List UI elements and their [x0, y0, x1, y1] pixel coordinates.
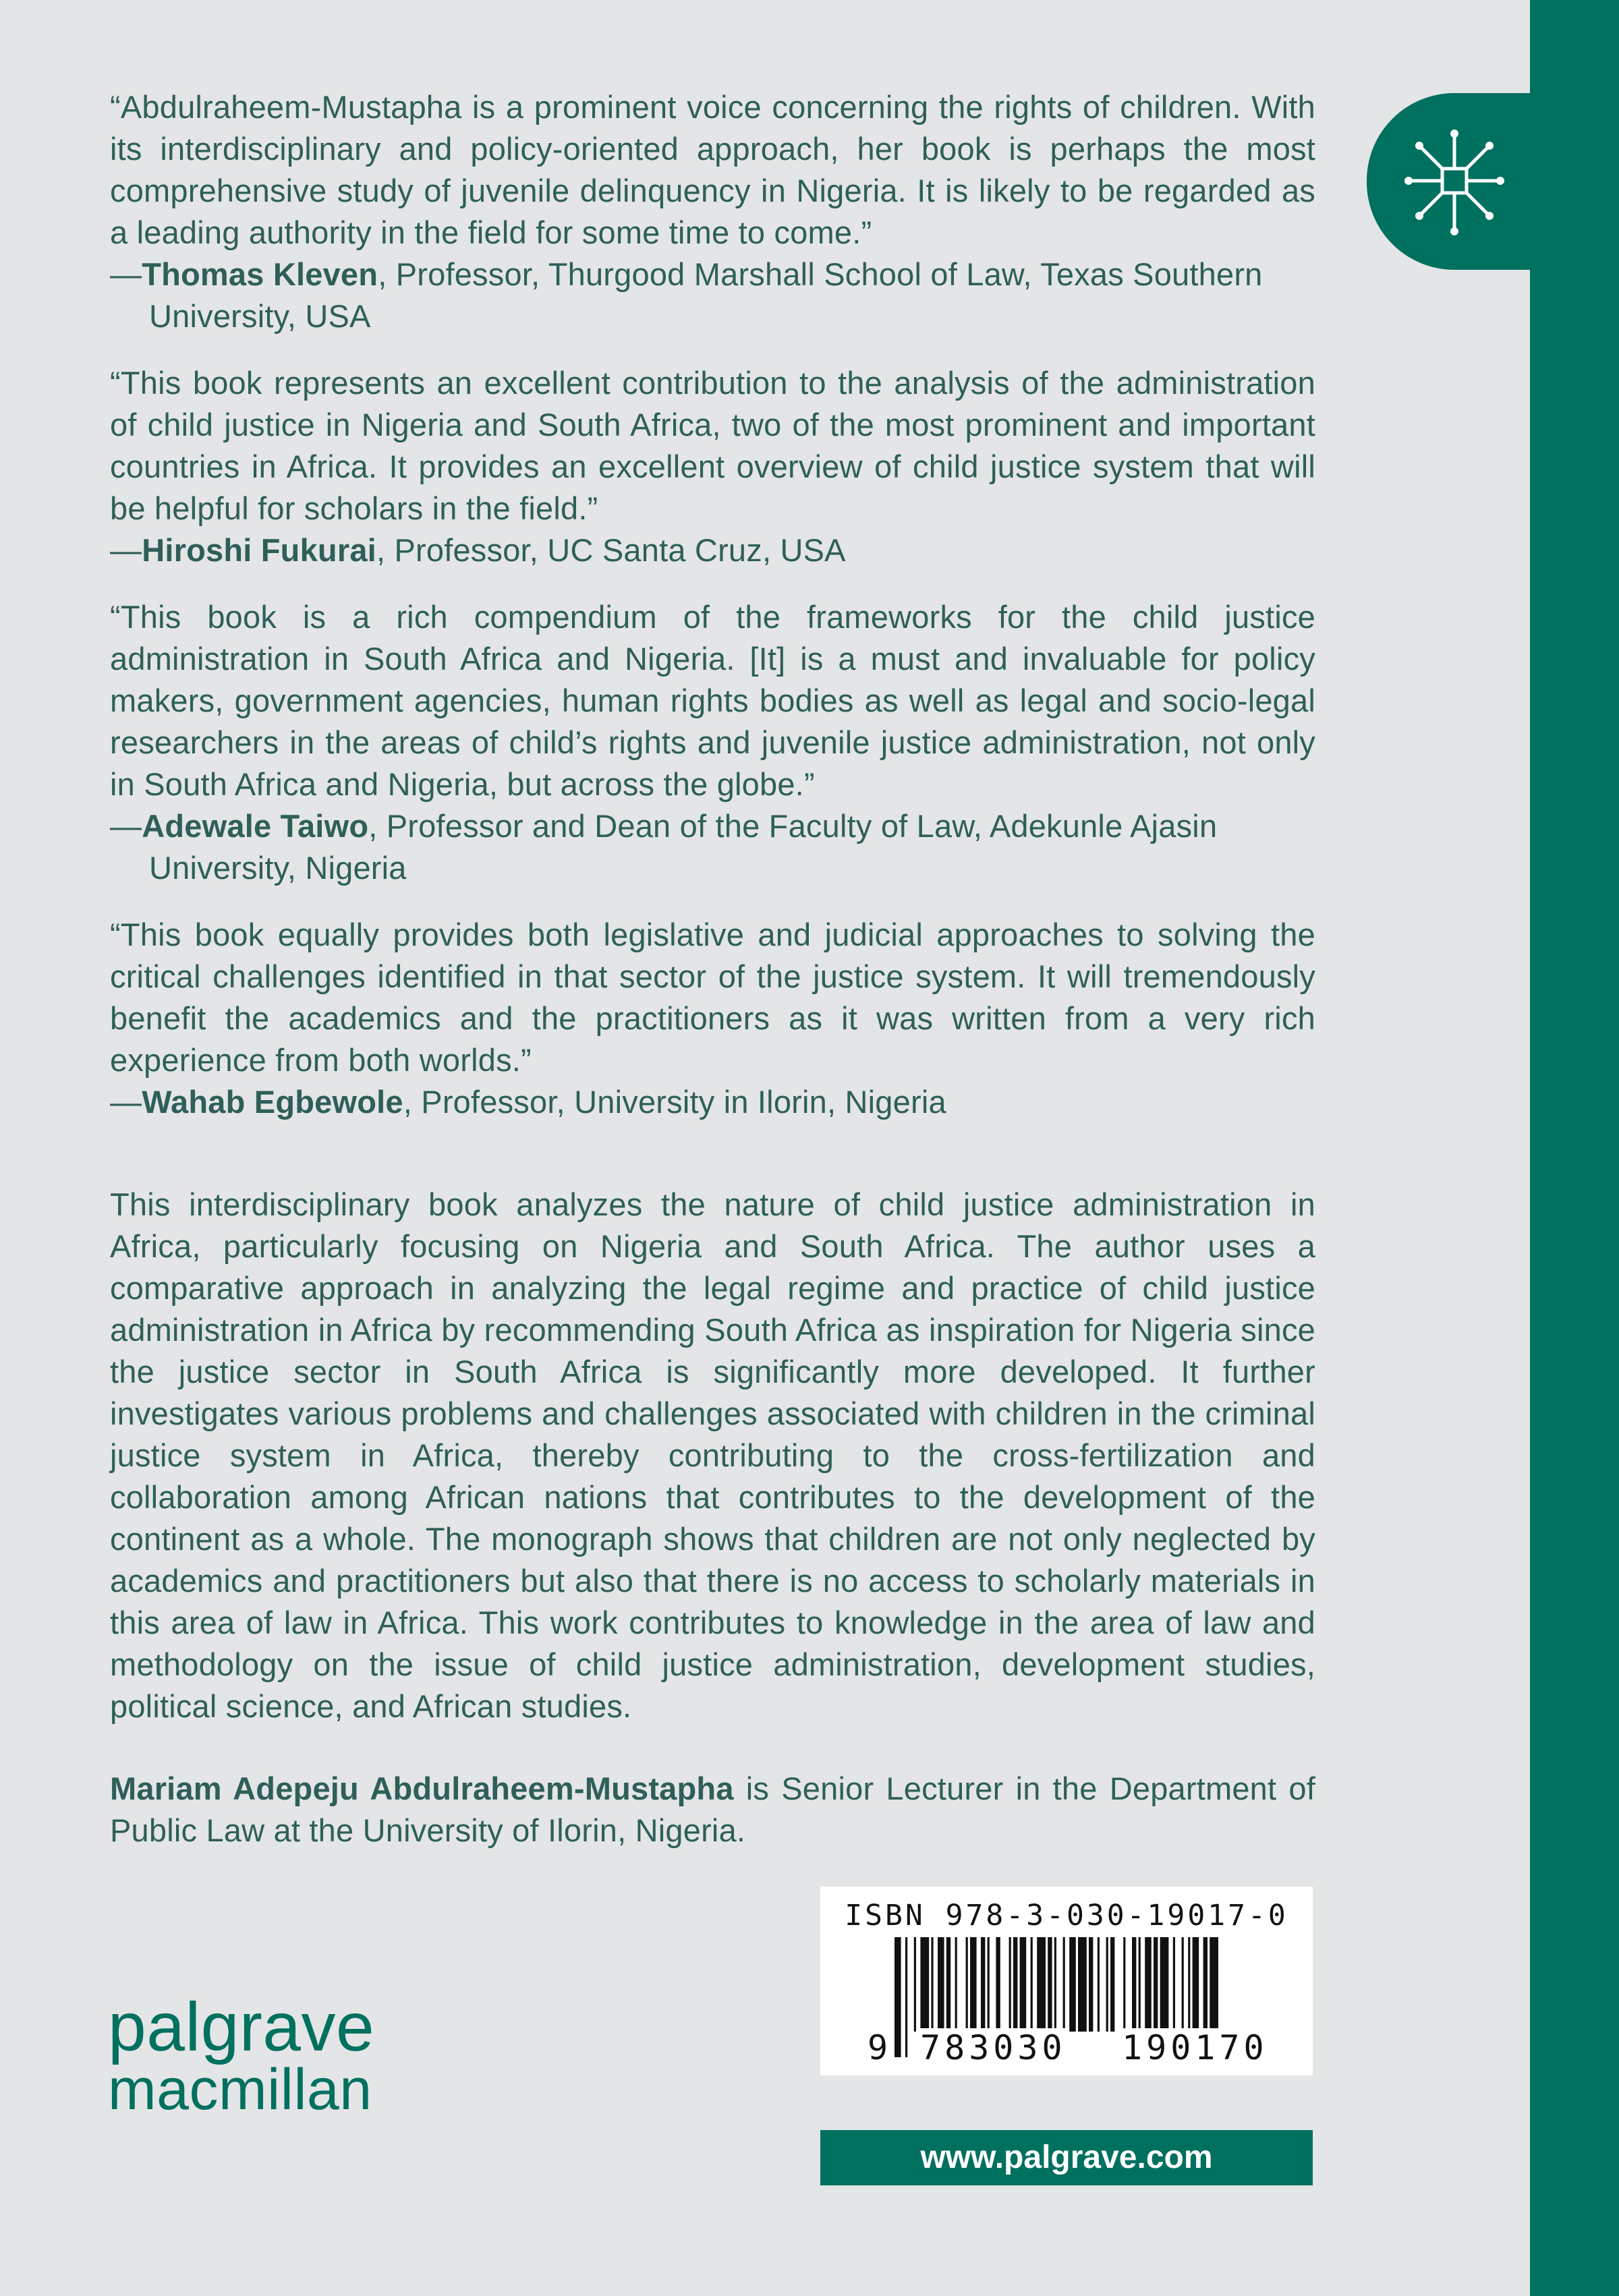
barcode-bar: [1182, 1937, 1184, 2032]
isbn-barcode: [820, 1887, 1313, 2075]
barcode-bar: [1193, 1937, 1199, 2032]
barcode-bar: [1089, 1937, 1093, 2032]
endorsement-quote: “This book represents an excellent contribution to the analysis of the administration of child justice in Nigeria and South Africa, two of the most prominent and important countries in Africa. It provides an excellent overview of child justice system that will be helpful for scholars in the field.”: [110, 365, 1315, 526]
barcode-bar: [894, 1937, 901, 2057]
endorser-name: Wahab Egbewole: [142, 1084, 403, 1120]
barcode-bar: [1110, 1937, 1114, 2032]
barcode-bar: [938, 1937, 944, 2032]
book-description: This interdisciplinary book analyzes the nature of child justice administration in Africa, particularly focusing on Nigeria and South Africa. The author uses a comparative approach in analyzing the legal regime and practice of child justice administration in Africa by recommending South Africa as inspiration for Nigeria since the justice sector in South Africa is significantly more developed. It further investigates various problems and challenges associated with children in the criminal justice system in Africa, thereby contributing to the cross-fertilization and collaboration among African nations that contributes to the development of the continent as a whole. The monograph shows that children are not only neglected by academics and practitioners but also that there is no access to scholarly materials in this area of law in Africa. This work contributes to knowledge in the area of law and methodology on the issue of child justice administration, development studies, political science, and African studies.: [110, 1186, 1315, 1724]
publisher-logo: [108, 1988, 375, 2122]
barcode-bar: [970, 1937, 977, 2032]
barcode-bar: [1173, 1937, 1175, 2032]
barcode-bar: [1048, 1937, 1052, 2032]
barcode-bar: [1139, 1937, 1141, 2032]
series-tab: [1367, 93, 1530, 270]
barcode-bar: [955, 1937, 957, 2032]
barcode-bar: [988, 1937, 990, 2032]
barcode-bar: [1203, 1937, 1208, 2032]
barcode-bar: [996, 1937, 1000, 2032]
barcode-digits-left: 783030: [920, 2028, 1067, 2067]
barcode-bar: [1020, 1937, 1027, 2032]
barcode-bar: [1154, 1937, 1158, 2032]
endorser-affiliation: , Professor, University in Ilorin, Nigeria: [403, 1084, 946, 1120]
endorser-name: Adewale Taiwo: [142, 808, 369, 844]
barcode-bar: [981, 1937, 985, 2032]
endorser-affiliation: , Professor and Dean of the Faculty of Law, Adekunle Ajasin University, Nigeria: [149, 808, 1218, 886]
publisher-logo-line1: palgrave: [108, 1988, 375, 2065]
isbn-label: ISBN 978-3-030-19017-0: [845, 1899, 1288, 1932]
publisher-url: www.palgrave.com: [820, 2130, 1313, 2185]
dash: —: [110, 256, 142, 292]
endorser-name: Thomas Kleven: [142, 256, 378, 292]
barcode-bar: [1078, 1937, 1087, 2032]
endorsement-quote: “This book equally provides both legislative and judicial approaches to solving the critical challenges identified in that sector of the justice system. It will tremendously benefit the academics and the practitioners as it was written from a very rich experience from both worlds.”: [110, 917, 1315, 1078]
publisher-logo-line2: macmillan: [108, 2057, 372, 2122]
barcode-bar: [1013, 1937, 1017, 2032]
dash: —: [110, 1084, 142, 1120]
barcode-bar: [1106, 1937, 1108, 2032]
dash: —: [110, 532, 142, 568]
barcode-bar: [966, 1937, 968, 2032]
author-bio-text: is Senior Lecturer in the Department of Public Law at the University of Ilorin, Nigeria.: [110, 1771, 1315, 1848]
spine-bar: [1530, 0, 1619, 2296]
author-bio: [110, 1768, 1315, 1852]
barcode-bar: [920, 1937, 929, 2032]
barcode-bar: [1069, 1937, 1076, 2032]
back-cover-text: [110, 86, 1315, 1852]
endorsement-quote: “Abdulraheem-Mustapha is a prominent voice concerning the rights of children. With its interdisciplinary and policy-oriented approach, her book is perhaps the most comprehensive study of juvenile delinquency in Nigeria. It is likely to be regarded as a leading authority in the field for some time to come.”: [110, 89, 1315, 250]
endorsement: [110, 914, 1315, 1123]
barcode-bar: [1031, 1937, 1033, 2032]
barcode-bar: [931, 1937, 933, 2032]
barcode-bar: [1145, 1937, 1152, 2032]
endorsement: [110, 86, 1315, 337]
endorsement-attribution: [110, 254, 1315, 337]
dash: —: [110, 808, 142, 844]
endorsement: [110, 596, 1315, 889]
endorsement-attribution: [110, 1081, 1315, 1123]
barcode-digits-right: 190170: [1122, 2028, 1268, 2067]
barcode-bar: [946, 1937, 950, 2032]
endorsement-attribution: [110, 805, 1315, 889]
endorser-affiliation: , Professor, Thurgood Marshall School of Law, Texas Southern University, USA: [149, 256, 1263, 334]
barcode-bar: [905, 1937, 907, 2057]
barcode-bar: [1037, 1937, 1046, 2032]
endorser-affiliation: , Professor, UC Santa Cruz, USA: [376, 532, 846, 568]
endorsement-quote: “This book is a rich compendium of the frameworks for the child justice administration in South Africa and Nigeria. [It] is a must and invaluable for policy makers, government agencies, human rights bodies as well as legal and socio-legal researchers in the areas of child’s rights and juvenile justice administration, not only in South Africa and Nigeria, but across the globe.”: [110, 599, 1315, 802]
barcode-bar: [1160, 1937, 1169, 2032]
endorsement: [110, 362, 1315, 571]
barcode-bar: [1123, 1937, 1125, 2032]
author-name: Mariam Adepeju Abdulraheem-Mustapha: [110, 1771, 734, 1806]
barcode-bar: [914, 1937, 916, 2032]
endorser-name: Hiroshi Fukurai: [142, 532, 376, 568]
barcode-bar: [1132, 1937, 1136, 2032]
barcode-bar: [1188, 1937, 1190, 2032]
palgrave-network-icon: [1394, 120, 1515, 241]
endorsement-attribution: [110, 529, 1315, 571]
barcode-bar: [1009, 1937, 1011, 2032]
barcode-bar: [1098, 1937, 1100, 2032]
barcode-first-digit: 9: [868, 2028, 892, 2067]
